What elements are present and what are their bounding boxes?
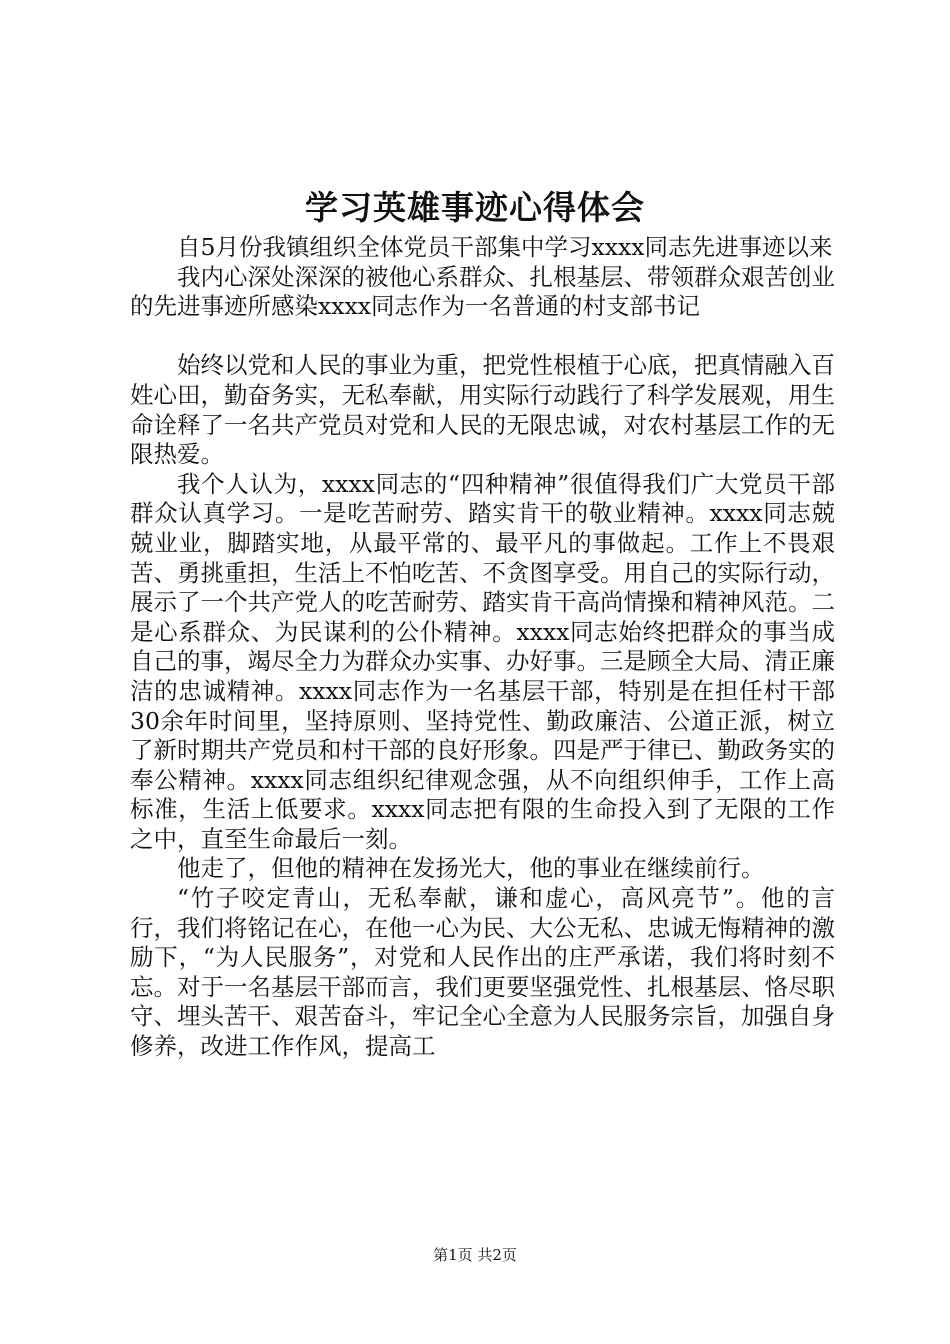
paragraph-spacer bbox=[130, 322, 835, 352]
paragraph: 自5月份我镇组织全体党员干部集中学习xxxx同志先进事迹以来 bbox=[177, 233, 833, 261]
paragraph: 我个人认为，xxxx同志的“四种精神”很值得我们广大党员干部群众认真学习。一是吃苦耐劳、踏实肯干的敬业精神。xxxx同志兢兢业业，脚踏实地，从最平常的、最平凡的事做起。工作上不畏艰苦、勇挑重担，生活上不怕吃苦、不贪图享受。用自己的实际行动，展示了一个共产党人的吃苦耐劳、踏实肯干高尚情操和精神风范。二是心系群众、为民谋利的公仆精神。xxxx同志始终把群众的事当成自己的事，竭尽全力为群众办实事、办好事。三是顾全大局、清正廉洁的忠诚精神。xxxx同志作为一名基层干部，特别是在担任村干部30余年时间里，坚持原则、坚持党性、勤政廉洁、公道正派，树立了新时期共产党员和村干部的良好形象。四是严于律已、勤政务实的奉公精神。xxxx同志组织纪律观念强，从不向组织伸手，工作上高标准，生活上低要求。xxxx同志把有限的生命投入到了无限的工作之中，直至生命最后一刻。 bbox=[130, 469, 835, 853]
paragraph: “竹子咬定青山，无私奉献，谦和虚心，高风亮节”。他的言行，我们将铭记在心，在他一心为民、大公无私、忠诚无悔精神的激励下，“为人民服务”，对党和人民作出的庄严承诺，我们将时刻不忘。对于一名基层干部而言，我们更要坚强党性、扎根基层、恪尽职守、埋头苦干、艰苦奋斗，牢记全心全意为人民服务宗旨，加强自身修养，改进工作作风，提高工 bbox=[130, 884, 835, 1061]
paragraph: 始终以党和人民的事业为重，把党性根植于心底，把真情融入百姓心田，勤奋务实，无私奉献，用实际行动践行了科学发展观，用生命诠释了一名共产党员对党和人民的无限忠诚，对农村基层工作的无限热爱。 bbox=[130, 351, 835, 469]
page-title: 学习英雄事迹心得体会 bbox=[305, 188, 645, 227]
document-body bbox=[130, 233, 835, 1062]
paragraph: 他走了，但他的精神在发扬光大，他的事业在继续前行。 bbox=[177, 854, 765, 883]
page-number-footer: 第1页 共2页 bbox=[433, 1246, 517, 1264]
paragraph: 我内心深处深深的被他心系群众、扎根基层、带领群众艰苦创业的先进事迹所感染xxxx同志作为一名普通的村支部书记 bbox=[130, 262, 835, 321]
